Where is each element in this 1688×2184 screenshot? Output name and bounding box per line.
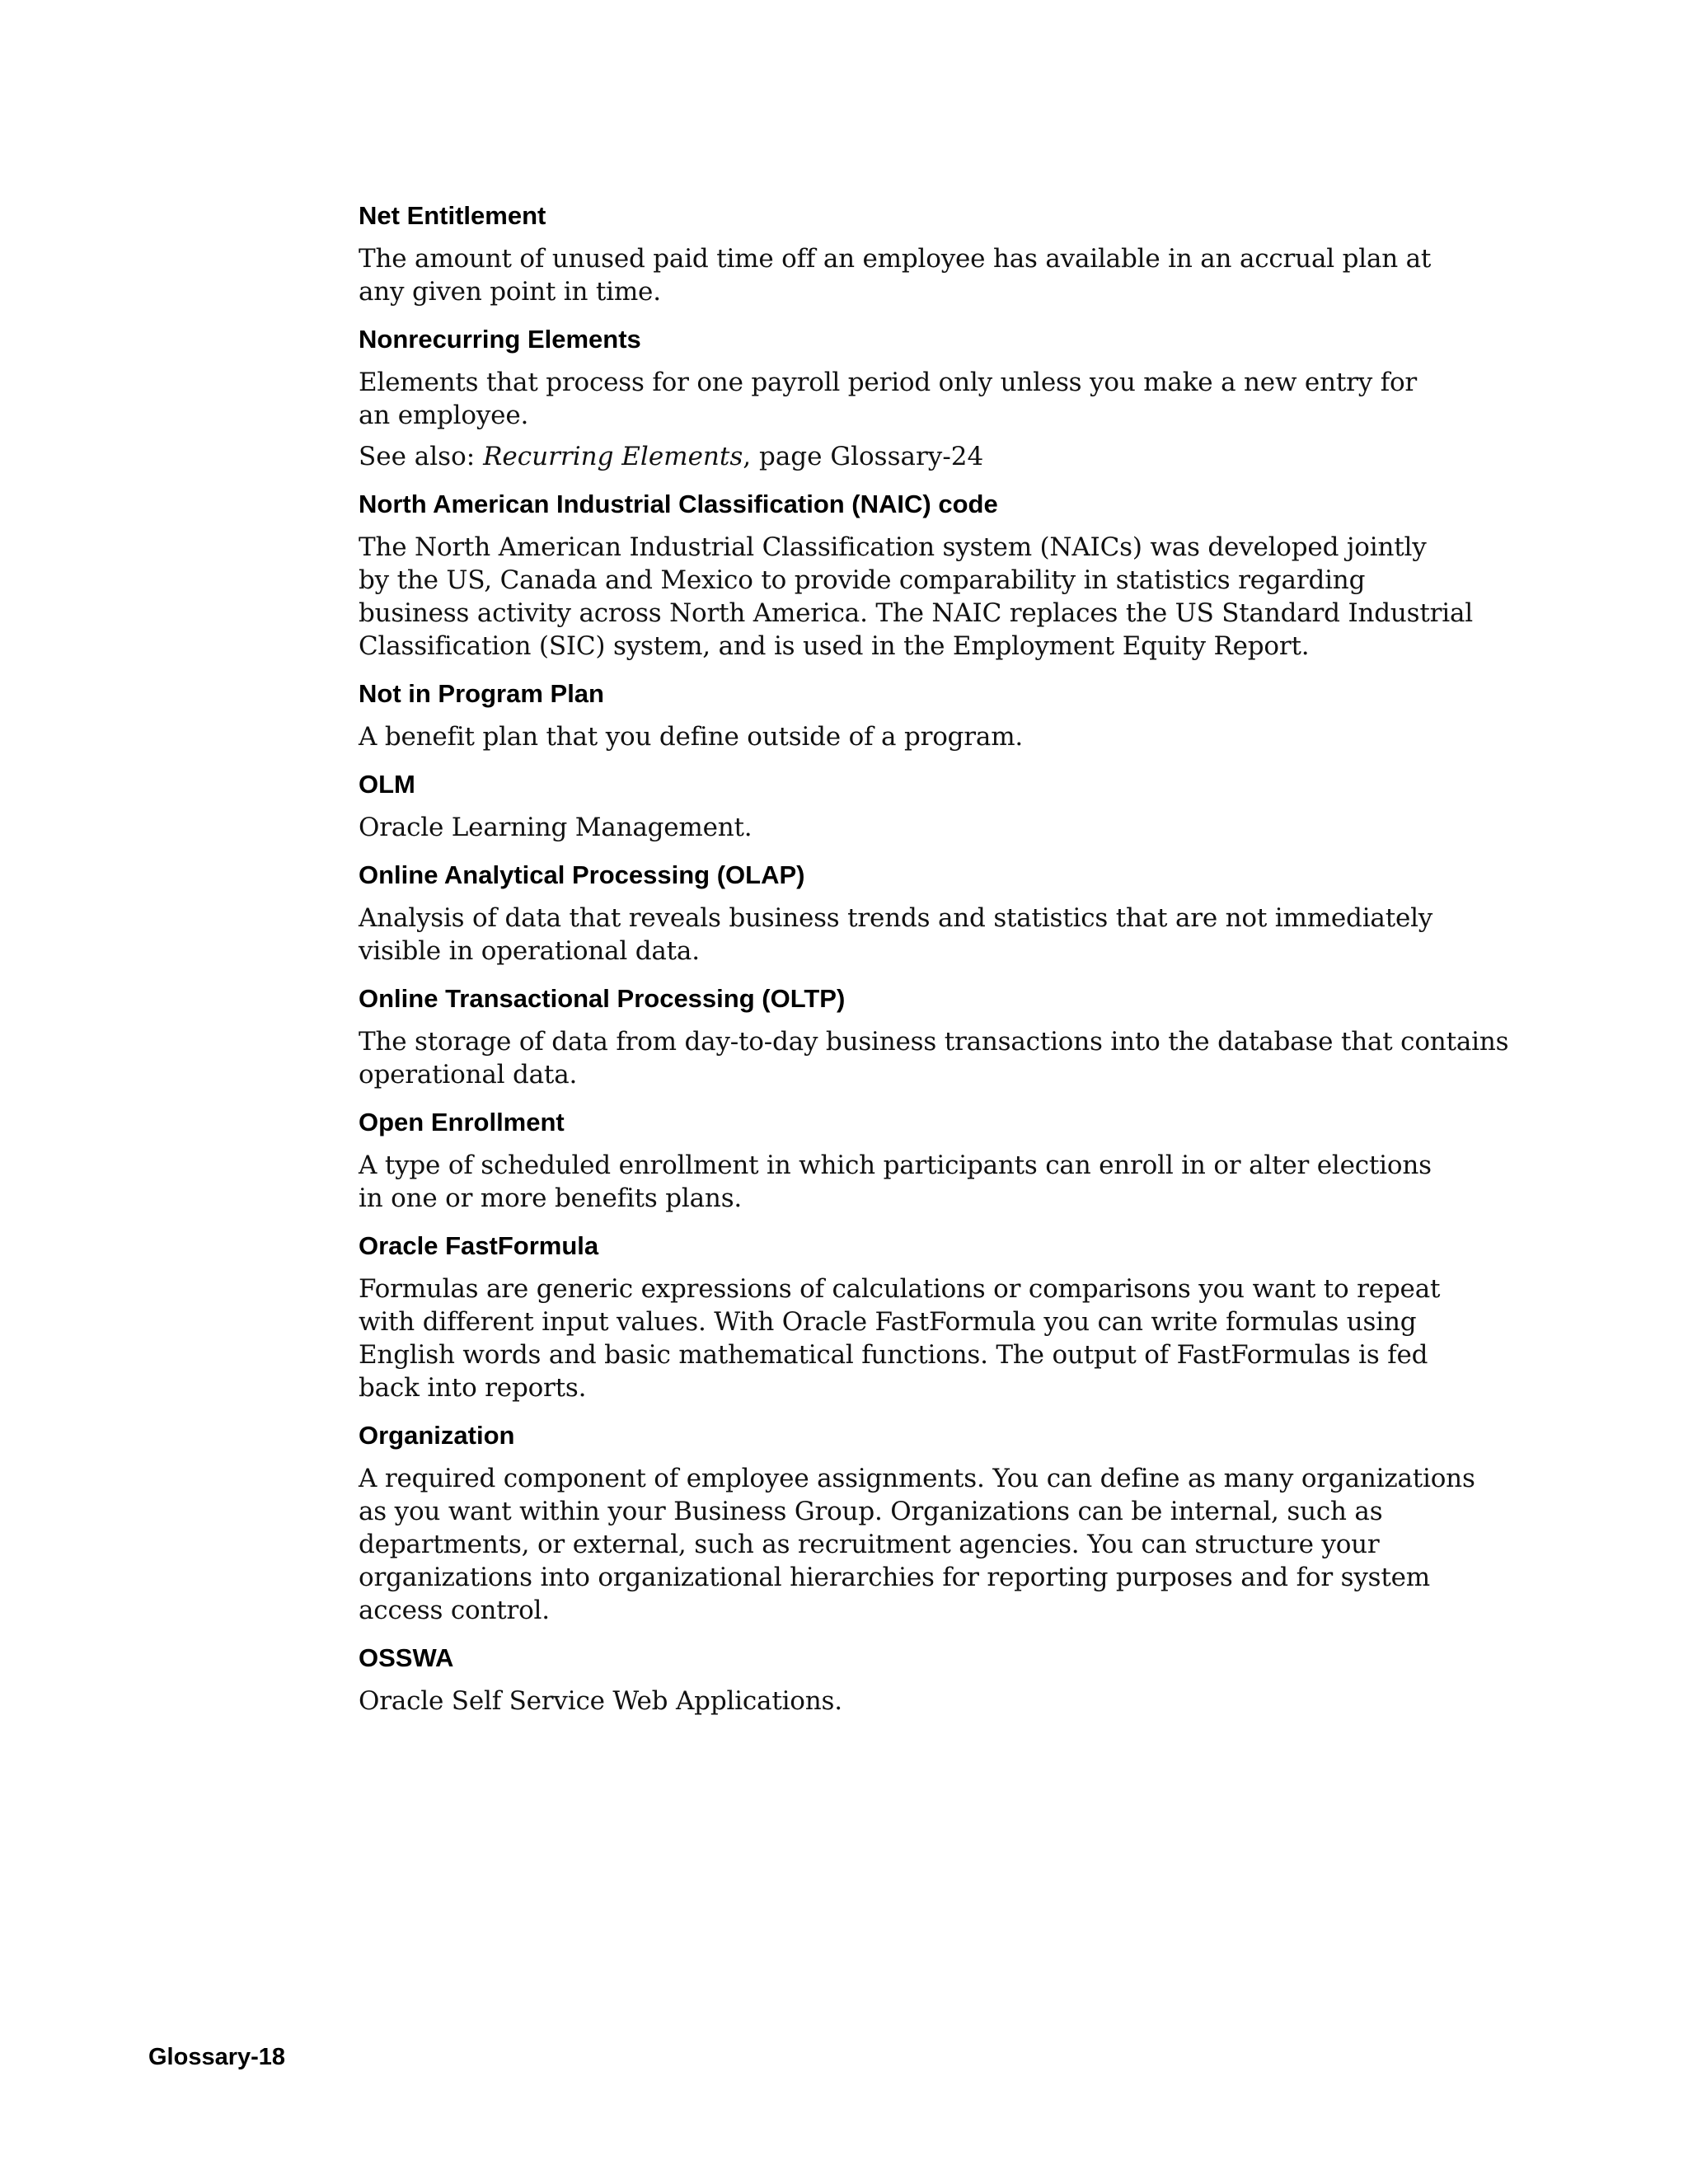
definition-line: Formulas are generic expressions of calculations or comparisons you want to repeat (359, 1274, 1441, 1304)
definition-line: English words and basic mathematical functions. The output of FastFormulas is fed (359, 1340, 1428, 1370)
definition-line: operational data. (359, 1060, 578, 1090)
glossary-entry (359, 323, 1447, 473)
definition-line: The storage of data from day-to-day business transactions into the database that contains (359, 1027, 1509, 1057)
definition-line: The amount of unused paid time off an employee has available in an accrual plan at (359, 244, 1432, 274)
glossary-term: Net Entitlement (359, 201, 546, 230)
definition-line: The North American Industrial Classification system (NAICs) was developed jointly (359, 532, 1427, 562)
definition-line: access control. (359, 1596, 550, 1625)
definition-line: any given point in time. (359, 277, 661, 307)
definition-line: Oracle Learning Management. (359, 813, 753, 842)
glossary-entry (359, 859, 1447, 968)
definition-line: visible in operational data. (359, 936, 700, 966)
definition-line: an employee. (359, 401, 529, 430)
definition-line: organizations into organizational hierarchies for reporting purposes and for system (359, 1563, 1430, 1592)
see-also-reference (359, 440, 1447, 473)
definition-line: A benefit plan that you define outside of a program. (359, 722, 1024, 752)
glossary-term: Online Transactional Processing (OLTP) (359, 984, 846, 1013)
glossary-entry (359, 982, 1509, 1091)
glossary-definition (359, 1149, 1447, 1215)
glossary-definition (359, 1025, 1509, 1091)
glossary-definition (359, 531, 1473, 663)
glossary-definition (359, 811, 1447, 844)
definition-line: in one or more benefits plans. (359, 1183, 743, 1213)
glossary-term: Oracle FastFormula (359, 1231, 599, 1260)
glossary-entry (359, 677, 1447, 753)
definition-line: Classification (SIC) system, and is used in the Employment Equity Report. (359, 631, 1310, 661)
definition-line: Analysis of data that reveals business trends and statistics that are not immediately (359, 903, 1433, 933)
glossary-term: OSSWA (359, 1643, 454, 1672)
glossary-entry (359, 1230, 1447, 1404)
glossary-term: North American Industrial Classification (NAIC) code (359, 490, 998, 518)
glossary-entry (359, 1106, 1447, 1215)
glossary-entry (359, 1419, 1475, 1627)
glossary-definition (359, 1272, 1447, 1404)
glossary-definition (359, 242, 1447, 308)
definition-line: A type of scheduled enrollment in which participants can enroll in or alter elections (359, 1151, 1432, 1180)
glossary-term: Not in Program Plan (359, 679, 604, 708)
definition-line: departments, or external, such as recruitment agencies. You can structure your (359, 1530, 1380, 1559)
glossary-term: Online Analytical Processing (OLAP) (359, 860, 805, 889)
glossary-entry (359, 1642, 1447, 1718)
glossary-term: Nonrecurring Elements (359, 325, 641, 354)
glossary-entry (359, 768, 1447, 844)
glossary-definition (359, 1462, 1475, 1627)
glossary-definition (359, 902, 1447, 968)
glossary-definition (359, 720, 1447, 753)
glossary-entry (359, 199, 1447, 308)
definition-line: Elements that process for one payroll period only unless you make a new entry for (359, 368, 1418, 397)
definition-line: A required component of employee assignments. You can define as many organizations (359, 1464, 1475, 1493)
definition-line: back into reports. (359, 1373, 587, 1403)
glossary-term: Organization (359, 1421, 515, 1450)
see-also-link[interactable]: Recurring Elements (483, 442, 743, 471)
glossary-definition (359, 1685, 1447, 1718)
definition-line: as you want within your Business Group. Organizations can be internal, such as (359, 1497, 1383, 1526)
glossary-content (359, 188, 1509, 1732)
definition-line: with different input values. With Oracle FastFormula you can write formulas using (359, 1307, 1417, 1337)
see-also-suffix: , page Glossary-24 (743, 442, 984, 471)
glossary-term: Open Enrollment (359, 1108, 565, 1137)
page-number-footer: Glossary-18 (148, 2044, 286, 2070)
definition-line: business activity across North America. The NAIC replaces the US Standard Industrial (359, 598, 1473, 628)
glossary-term: OLM (359, 770, 415, 799)
definition-line: by the US, Canada and Mexico to provide comparability in statistics regarding (359, 565, 1366, 595)
glossary-entry (359, 488, 1473, 663)
see-also-prefix: See also: (359, 442, 484, 471)
glossary-definition (359, 366, 1447, 432)
definition-line: Oracle Self Service Web Applications. (359, 1686, 842, 1716)
